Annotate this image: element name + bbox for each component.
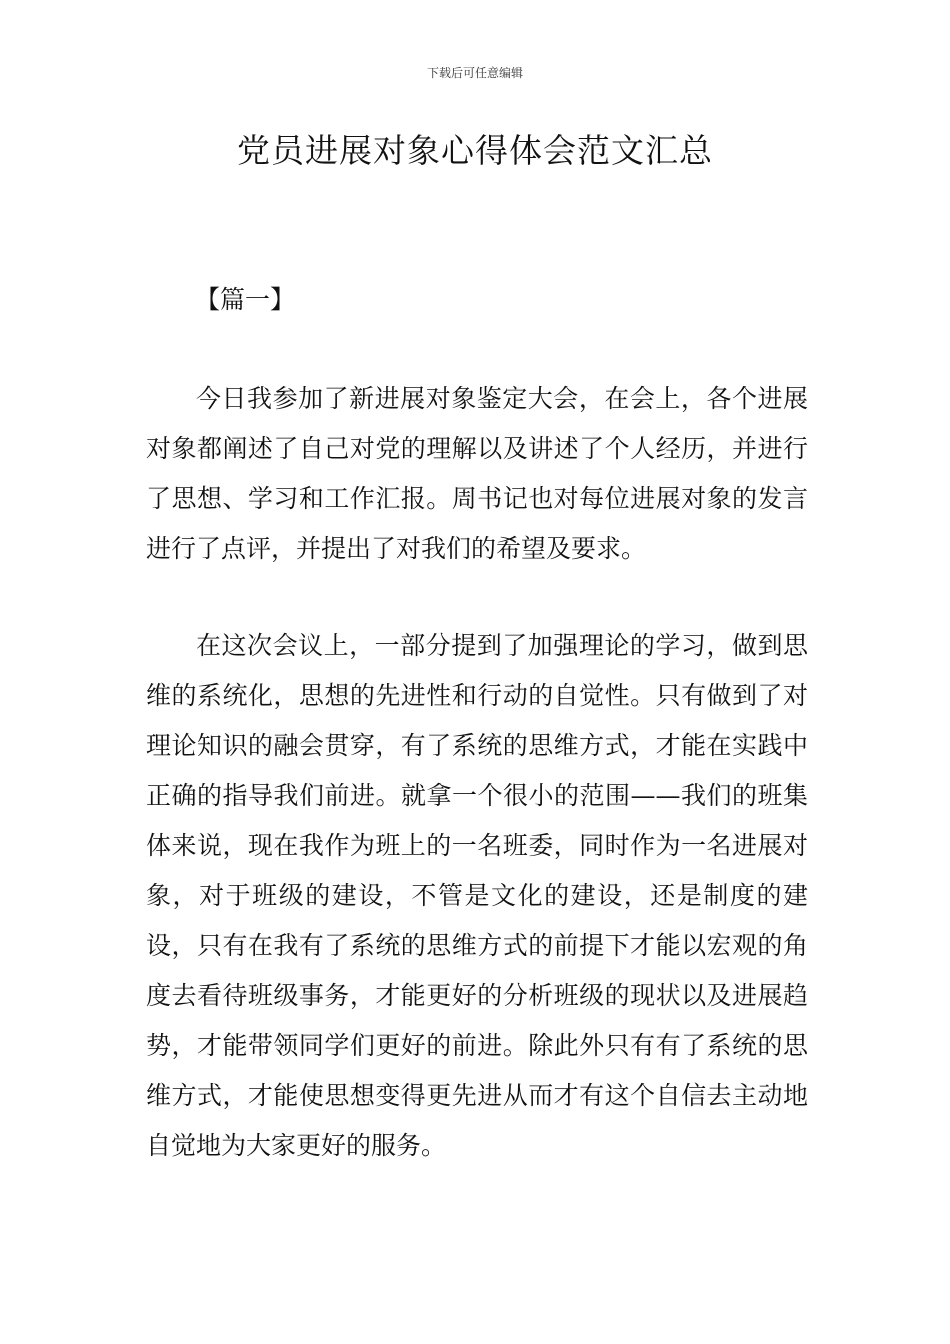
body-paragraph-1: 今日我参加了新进展对象鉴定大会，在会上，各个进展对象都阐述了自己对党的理解以及讲述了个人经历，并进行了思想、学习和工作汇报。周书记也对每位进展对象的发言进行了点评，并提出了对我们的希望及要求。	[146, 384, 808, 563]
body-paragraph-2: 在这次会议上，一部分提到了加强理论的学习，做到思维的系统化，思想的先进性和行动的自觉性。只有做到了对理论知识的融会贯穿，有了系统的思维方式，才能在实践中正确的指导我们前进。就拿一个很小的范围——我们的班集体来说，现在我作为班上的一名班委，同时作为一名进展对象，对于班级的建设，不管是文化的建设，还是制度的建设，只有在我有了系统的思维方式的前提下才能以宏观的角度去看待班级事务，才能更好的分析班级的现状以及进展趋势，才能带领同学们更好的前进。除此外只有有了系统的思维方式，才能使思想变得更先进从而才有这个自信去主动地自觉地为大家更好的服务。	[146, 631, 808, 1160]
document-title: 党员进展对象心得体会范文汇总	[237, 131, 713, 170]
section-heading: 【篇一】	[195, 285, 296, 314]
header-note: 下载后可任意编辑	[426, 66, 523, 80]
